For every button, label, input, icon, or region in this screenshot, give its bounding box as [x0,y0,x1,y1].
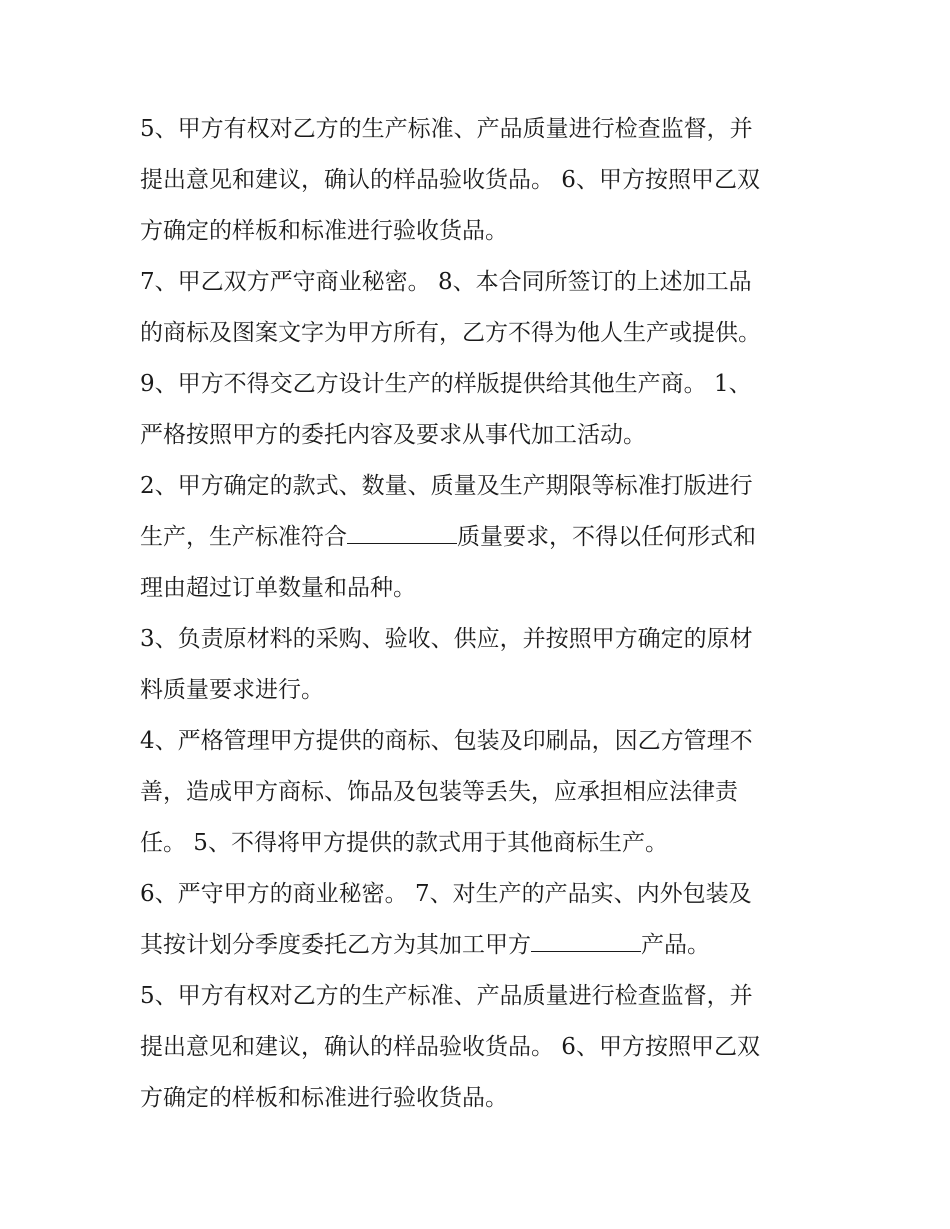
document-body [140,104,810,1124]
text-line: 善，造成甲方商标、饰品及包装等丢失，应承担相应法律责 [140,779,738,805]
text-line: 的商标及图案文字为甲方所有，乙方不得为他人生产或提供。 [140,320,761,346]
text-line: 5、甲方有权对乙方的生产标准、产品质量进行检查监督，并 [140,116,753,142]
text-line: 严格按照甲方的委托内容及要求从事代加工活动。 [140,422,646,448]
text-line: 提出意见和建议，确认的样品验收货品。 6、甲方按照甲乙双 [140,167,760,193]
text-line: 6、严守甲方的商业秘密。 7、对生产的产品实、内外包装及 [140,881,752,907]
fill-in-blank [347,523,457,544]
text-line: 料质量要求进行。 [140,677,324,703]
text-line: 5、甲方有权对乙方的生产标准、产品质量进行检查监督，并 [140,983,753,1009]
text-line: 方确定的样板和标准进行验收货品。 [140,218,508,244]
fill-in-blank [531,931,641,952]
text-segment: 质量要求，不得以任何形式和 [457,524,756,550]
text-line: 2、甲方确定的款式、数量、质量及生产期限等标准打版进行 [140,473,753,499]
text-line: 任。 5、不得将甲方提供的款式用于其他商标生产。 [140,830,668,856]
text-segment: 产品。 [641,932,710,958]
text-line: 9、甲方不得交乙方设计生产的样版提供给其他生产商。 1、 [140,371,752,397]
text-line [140,920,810,971]
text-segment: 其按计划分季度委托乙方为其加工甲方 [140,932,531,958]
text-line [140,512,810,563]
text-line: 7、甲乙双方严守商业秘密。 8、本合同所签订的上述加工品 [140,269,752,295]
text-line: 理由超过订单数量和品种。 [140,575,416,601]
text-line: 提出意见和建议，确认的样品验收货品。 6、甲方按照甲乙双 [140,1034,760,1060]
text-line: 方确定的样板和标准进行验收货品。 [140,1085,508,1111]
text-segment: 生产，生产标准符合 [140,524,347,550]
text-line: 4、严格管理甲方提供的商标、包装及印刷品，因乙方管理不 [140,728,753,754]
text-line: 3、负责原材料的采购、验收、供应，并按照甲方确定的原材 [140,626,753,652]
